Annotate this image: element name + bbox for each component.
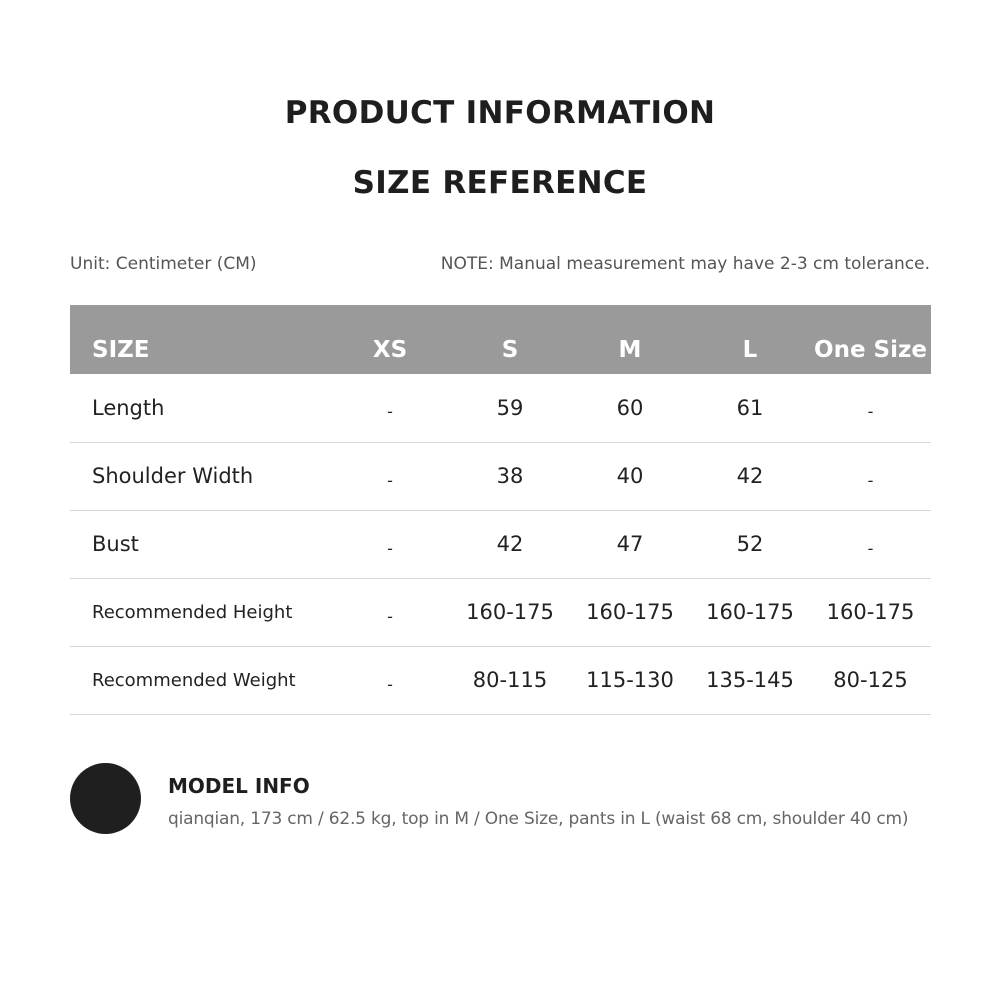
table-cell: 42 [450,510,570,578]
table-cell: 59 [450,374,570,442]
row-label: Recommended Weight [70,646,330,714]
column-header-xs: XS [330,305,450,374]
table-row [70,510,931,578]
table-cell: 40 [570,442,690,510]
column-header-s: S [450,305,570,374]
table-cell: 115-130 [570,646,690,714]
table-cell: 60 [570,374,690,442]
unit-text: Unit: Centimeter (CM) [70,254,257,274]
model-info-title: MODEL INFO [168,774,310,798]
section-title: SIZE REFERENCE [352,165,648,201]
table-cell: 80-125 [810,646,931,714]
table-cell: - [810,442,931,510]
table-row [70,578,931,646]
page-title: PRODUCT INFORMATION [284,95,716,131]
table-cell: 135-145 [690,646,810,714]
row-label: Recommended Height [70,578,330,646]
unit-note-row [70,254,930,278]
table-cell: 160-175 [810,578,931,646]
table-cell: - [330,578,450,646]
column-header-m: M [570,305,690,374]
table-cell: 160-175 [690,578,810,646]
table-row [70,374,931,442]
table-cell: - [810,374,931,442]
row-label: Bust [70,510,330,578]
table-row [70,646,931,714]
tolerance-note: NOTE: Manual measurement may have 2-3 cm tolerance. [440,254,930,274]
table-cell: 52 [690,510,810,578]
table-cell: 42 [690,442,810,510]
column-header-l: L [690,305,810,374]
size-table [70,305,931,715]
table-row [70,442,931,510]
model-info-section [70,763,990,835]
avatar [70,763,141,834]
table-cell: 160-175 [570,578,690,646]
column-header-size: SIZE [70,305,330,374]
table-cell: - [330,510,450,578]
table-cell: 80-115 [450,646,570,714]
table-cell: 47 [570,510,690,578]
model-info-description: qianqian, 173 cm / 62.5 kg, top in M / One Size, pants in L (waist 68 cm, shoulder 40 cm) [168,809,909,829]
table-cell: - [810,510,931,578]
column-header-one-size: One Size [810,305,931,374]
table-cell: - [330,374,450,442]
row-label: Length [70,374,330,442]
row-label: Shoulder Width [70,442,330,510]
table-cell: 61 [690,374,810,442]
table-cell: - [330,646,450,714]
table-cell: 38 [450,442,570,510]
table-cell: - [330,442,450,510]
table-header-row [70,305,931,374]
table-cell: 160-175 [450,578,570,646]
